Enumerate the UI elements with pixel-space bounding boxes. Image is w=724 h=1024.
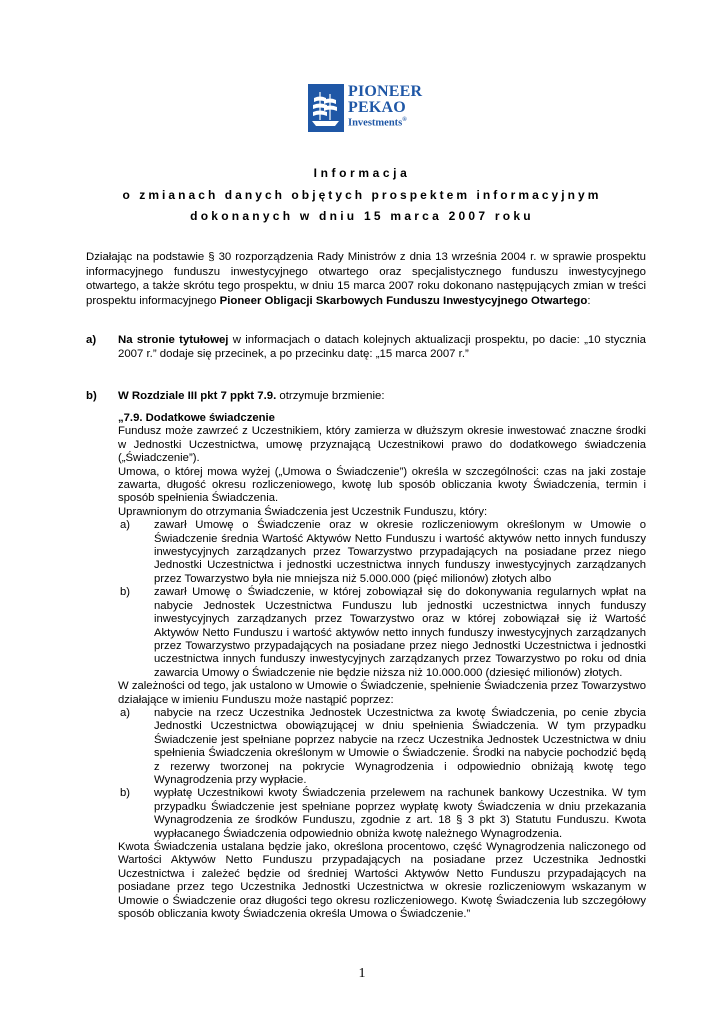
item-b-bold: W Rozdziale III pkt 7 ppkt 7.9. xyxy=(118,390,277,402)
title-line-1: Informacja xyxy=(313,166,411,180)
title-line-3: dokonanych w dniu 15 marca 2007 roku xyxy=(190,209,534,223)
logo-line-2: PEKAO xyxy=(348,99,406,116)
item-a-label: a) xyxy=(86,334,97,346)
list-text: nabycie na rzecz Uczestnika Jednostek Uczestnictwa za kwotę Świadczenia, po cenie zbycia Jednostki Uczestnictwa obowiązującej w dniu spełnienia Świadczenia. W tym przypadku Świadczenie jest spełniane poprzez nabycie na rzecz Uczestnika Jednostek Uczestnictwa w dniu spełnienia Świadczenia określonym w Umowie o Świadczenie. Środki na nabycie pochodzić będą z rezerwy tworzonej na pokrycie Wynagrodzenia i odpowiednio obniżają kwotę tego Wynagrodzenia przy wypłacie. xyxy=(154,706,646,786)
intro-end: : xyxy=(587,295,591,308)
list-item xyxy=(118,787,646,841)
page-number: 1 xyxy=(358,966,366,981)
section-paragraph-4: W zależności od tego, jak ustalono w Umowie o Świadczenie, spełnienie Świadczenia przez Towarzystwo działające w imieniu Funduszu może nastąpić poprzez: xyxy=(118,680,646,706)
section-paragraph-5: Kwota Świadczenia ustalana będzie jako, określona procentowo, część Wynagrodzenia naliczonego od Wartości Aktywów Netto Funduszu przypadających na posiadane przez Uczestnika Jednostki Uczestnictwa i zależeć będzie od średniej Wartości Aktywów Netto Funduszu przypadających na posiadane przez tego Uczestnika Jednostki Uczestnictwa w okresie rozliczeniowym wskazanym w Umowie o Świadczenie oraz długości tego okresu rozliczeniowego. Kwotę Świadczenia lub szczegółowy sposób obliczania kwoty Świadczenia określa Umowa o Świadczenie.” xyxy=(118,841,646,921)
item-b-text: otrzymuje brzmienie: xyxy=(276,390,385,402)
section-heading: „7.9. Dodatkowe świadczenie xyxy=(118,412,275,424)
item-a-bold: Na stronie tytułowej xyxy=(118,334,229,346)
list-item xyxy=(118,586,646,680)
list-text: wypłatę Uczestnikowi kwoty Świadczenia przelewem na rachunek bankowy Uczestnika. W tym przypadku Świadczenie jest spełniane poprzez wypłatę kwoty Świadczenia w dniu przekazania Wynagrodzenia ze środków Funduszu, zgodnie z art. 18 § 3 pkt 3) Statutu Funduszu. Kwota wypłacanego Świadczenia odpowiednio obniża kwotę należnego Wynagrodzenia. xyxy=(154,787,646,840)
list-marker: a) xyxy=(120,519,131,532)
logo-line-3 xyxy=(348,117,407,129)
item-b-body xyxy=(118,390,646,404)
section-paragraph-1: Fundusz może zawrzeć z Uczestnikiem, który zamierza w dłuższym okresie inwestować znaczne środki w Jednostki Uczestnictwa, umowę przyznającą Uczestnikowi prawo do dodatkowego świadczenia („Świadczenie”). xyxy=(118,425,646,465)
section-paragraph-3: Uprawnionym do otrzymania Świadczenia jest Uczestnik Funduszu, który: xyxy=(118,505,488,518)
item-a-body xyxy=(118,334,646,361)
list-item xyxy=(118,707,646,787)
pioneer-pekao-logo xyxy=(308,84,428,132)
section-7-9 xyxy=(118,412,646,921)
logo-reg-mark: ® xyxy=(402,117,407,123)
list-item xyxy=(118,519,646,586)
title-line-2: o zmianach danych objętych prospektem informacyjnym xyxy=(122,188,602,202)
item-b-label: b) xyxy=(86,390,97,402)
ship-icon xyxy=(308,84,344,132)
logo-line-1: PIONEER xyxy=(348,83,423,100)
section-paragraph-2: Umowa, o której mowa wyżej („Umowa o Świadczenie”) określa w szczególności: czas na jaki zostaje zawarta, długość okresu rozliczeniowego, kwotę lub sposób obliczania kwoty Świadczenia, termin i sposób spełnienia Świadczenia. xyxy=(118,465,646,505)
logo-line-3-text: Investments xyxy=(348,117,403,129)
list-text: zawarł Umowę o Świadczenie oraz w okresie rozliczeniowym określonym w Umowie o Świadczenie średnia Wartość Aktywów Netto Funduszu i wartość aktywów netto innych funduszy inwestycyjnych zarządzanych przez Towarzystwo przypadających na posiadane przez niego Jednostki Uczestnictwa i jednostki uczestnictwa innych funduszy inwestycyjnych zarządzanych przez Towarzystwo była nie mniejsza niż 5.000.000 (pięć milionów) złotych albo xyxy=(154,519,646,585)
item-a-text: w informacjach o datach kolejnych aktualizacji prospektu, po dacie: „10 stycznia 2007 r.” dodaje się przecinek, a po przecinku datę: „15 marca 2007 r.” xyxy=(118,334,646,360)
list-marker: b) xyxy=(120,787,131,800)
list-text: zawarł Umowę o Świadczenie, w której zobowiązał się do dokonywania regularnych wpłat na nabycie Jednostek Uczestnictwa Funduszu lub jednostki uczestnictwa innych funduszy inwestycyjnych zarządzanych przez Towarzystwo oraz w której zobowiązał się iż Wartość Aktywów Netto Funduszu i wartość aktywów netto innych funduszy inwestycyjnych zarządzanych przez Towarzystwo przypadających na posiadane przez niego Jednostki Uczestnictwa i jednostki uczestnictwa innych funduszy inwestycyjnych zarządzanych przez Towarzystwo po roku od dnia zawarcia Umowy o Świadczenie nie będzie niższa niż 10.000.000 (dziesięć milionów) złotych. xyxy=(154,586,646,679)
list-marker: b) xyxy=(120,586,131,599)
intro-text: Działając na podstawie § 30 rozporządzenia Rady Ministrów z dnia 13 września 2004 r. w sprawie prospektu informacyjnego funduszu inwestycyjnego otwartego oraz specjalistycznego funduszu inwestycyjnego otwartego, a także skrótu tego prospektu, w dniu 15 marca 2007 roku dokonano następujących zmian w treści prospektu informacyjnego xyxy=(86,251,646,308)
list-marker: a) xyxy=(120,706,131,719)
fund-name: Pioneer Obligacji Skarbowych Funduszu Inwestycyjnego Otwartego xyxy=(219,295,588,308)
intro-paragraph xyxy=(86,250,646,309)
